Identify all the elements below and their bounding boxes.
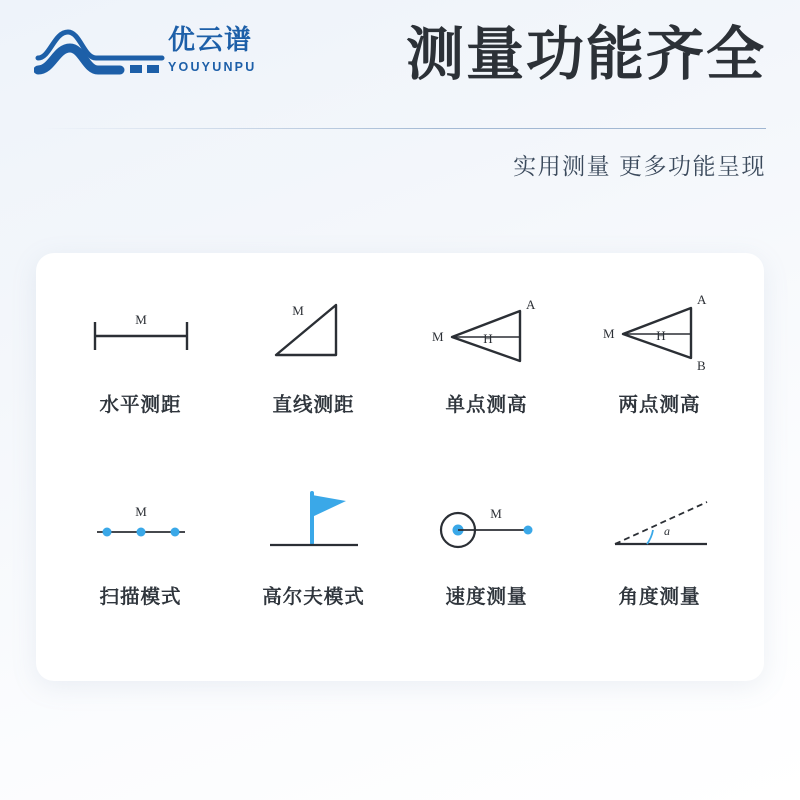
straight-distance-icon [254, 279, 374, 387]
feature-item-speed-measure[interactable] [400, 471, 573, 663]
svg-text:a: a [663, 524, 670, 538]
svg-text:A: A [525, 297, 535, 312]
feature-item-scan-mode[interactable] [54, 471, 227, 663]
feature-item-horizontal-distance[interactable] [54, 279, 227, 471]
svg-text:M: M [134, 312, 147, 327]
feature-label: 角度测量 [618, 586, 701, 608]
brand-name-en: YOUYUNPU [168, 59, 257, 74]
two-point-height-icon [595, 279, 725, 387]
svg-text:M: M [489, 506, 502, 521]
golf-mode-icon [254, 471, 374, 579]
wave-logo-icon [34, 18, 166, 80]
brand-wordmark [168, 24, 257, 74]
svg-text:M: M [134, 504, 147, 519]
feature-item-straight-distance[interactable] [227, 279, 400, 471]
feature-item-angle-measure[interactable] [573, 471, 746, 663]
feature-item-golf-mode[interactable] [227, 471, 400, 663]
page-header [0, 0, 800, 179]
svg-text:B: B [696, 358, 706, 373]
feature-label: 扫描模式 [99, 586, 182, 608]
angle-measure-icon [595, 471, 725, 579]
page-subtitle: 实用测量 更多功能呈现 [513, 153, 766, 179]
feature-item-single-point-height[interactable] [400, 279, 573, 471]
feature-item-two-point-height[interactable] [573, 279, 746, 471]
horizontal-distance-icon [81, 279, 201, 387]
speed-measure-icon [422, 471, 552, 579]
svg-text:A: A [696, 292, 706, 307]
page-title: 测量功能齐全 [405, 22, 766, 87]
feature-label: 单点测高 [445, 394, 528, 416]
svg-text:H: H [655, 328, 666, 343]
feature-label: 两点测高 [618, 394, 701, 416]
feature-card [36, 253, 764, 681]
scan-mode-icon [81, 471, 201, 579]
brand-name-cn: 优云谱 [168, 24, 252, 55]
feature-label: 直线测距 [272, 394, 355, 416]
feature-label: 水平测距 [99, 394, 182, 416]
svg-text:M: M [431, 329, 444, 344]
feature-label: 速度测量 [445, 586, 528, 608]
svg-text:M: M [291, 303, 304, 318]
feature-grid [54, 279, 746, 663]
single-point-height-icon [422, 279, 552, 387]
feature-label: 高尔夫模式 [262, 586, 365, 608]
brand-logo [34, 18, 256, 80]
svg-text:H: H [482, 331, 493, 346]
header-divider [40, 128, 766, 129]
svg-text:M: M [602, 326, 615, 341]
